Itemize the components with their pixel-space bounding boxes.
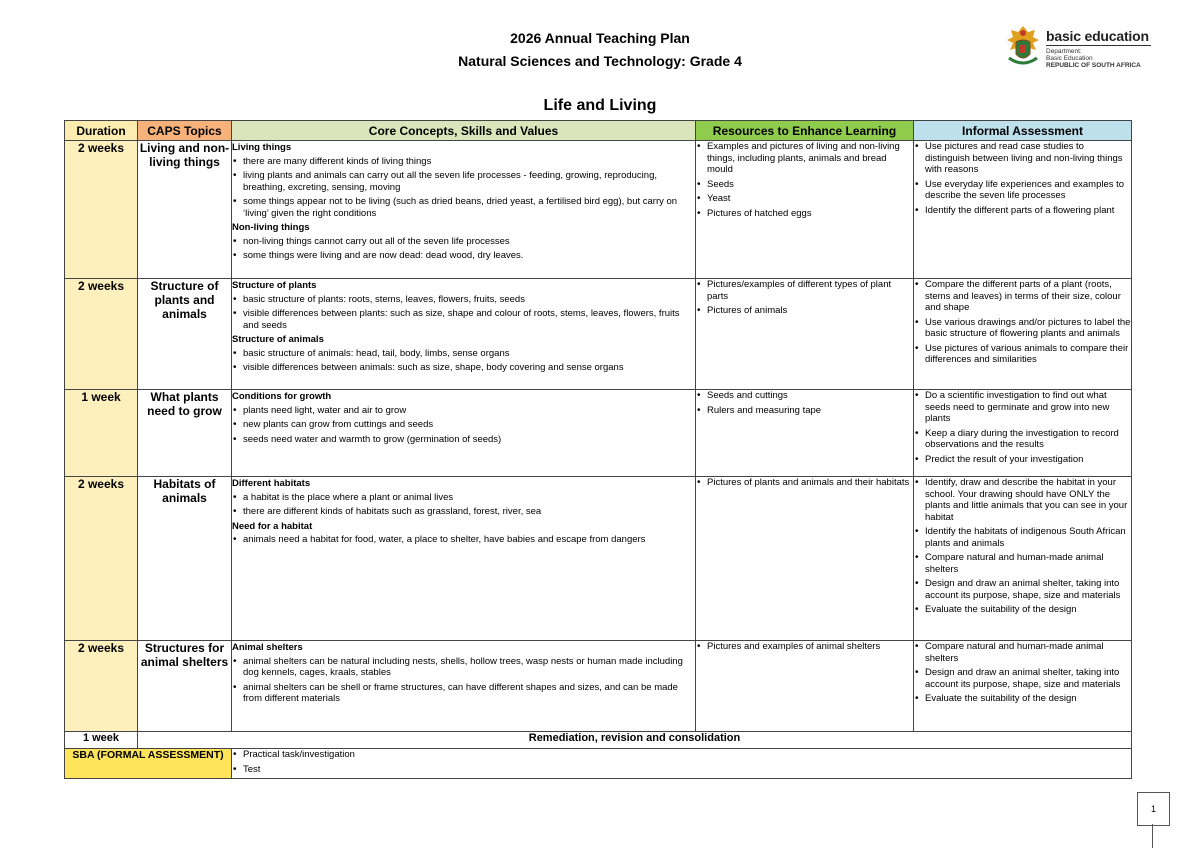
- sba-item: • Test: [232, 764, 1131, 776]
- concept-list: [232, 236, 695, 262]
- assessment-item: • Predict the result of your investigation: [914, 454, 1131, 466]
- concept-list: [232, 534, 695, 546]
- concept-item: • animals need a habitat for food, water, a place to shelter, have babies and escape from dangers: [232, 534, 695, 546]
- concept-item: • plants need light, water and air to grow: [232, 405, 695, 417]
- assessment-item: • Use pictures of various animals to compare their differences and similarities: [914, 343, 1131, 366]
- row-resources: [696, 390, 914, 477]
- assessment-list: [914, 390, 1131, 465]
- assessment-item: • Identify, draw and describe the habitat in your school. Your drawing should have ONLY the plants and little animals that you can see in your habitat: [914, 477, 1131, 523]
- resource-item: • Examples and pictures of living and non-living things, including plants, animals and bread mould: [696, 141, 913, 176]
- assessment-item: • Design and draw an animal shelter, taking into account its purpose, shape, size and materials: [914, 667, 1131, 690]
- assessment-item: • Keep a diary during the investigation to record observations and the results: [914, 428, 1131, 451]
- assessment-item: • Evaluate the suitability of the design: [914, 693, 1131, 705]
- header-core-concepts: Core Concepts, Skills and Values: [232, 121, 696, 141]
- assessment-item: • Compare natural and human-made animal shelters: [914, 641, 1131, 664]
- concept-list: [232, 294, 695, 332]
- concept-heading: Structure of plants: [232, 280, 317, 291]
- concept-item: • visible differences between animals: such as size, shape, body covering and sense organs: [232, 362, 695, 374]
- header-resources: Resources to Enhance Learning: [696, 121, 914, 141]
- remediation-row: [65, 732, 1132, 749]
- concept-list: [232, 492, 695, 518]
- assessment-item: • Compare the different parts of a plant (roots, stems and leaves) in terms of their size, colour and shape: [914, 279, 1131, 314]
- row-informal-assessment: [914, 477, 1132, 641]
- assessment-item: • Identify the different parts of a flowering plant: [914, 205, 1131, 217]
- resource-list: [696, 390, 913, 416]
- assessment-item: • Use pictures and read case studies to distinguish between living and non-living things with reasons: [914, 141, 1131, 176]
- concept-item: • there are different kinds of habitats such as grassland, forest, river, sea: [232, 506, 695, 518]
- document-subtitle: Natural Sciences and Technology: Grade 4: [458, 53, 742, 69]
- row-duration: 2 weeks: [65, 279, 138, 390]
- remediation-text: Remediation, revision and consolidation: [138, 732, 1132, 749]
- header-caps-topics: CAPS Topics: [138, 121, 232, 141]
- table-row: [65, 390, 1132, 477]
- assessment-list: [914, 141, 1131, 216]
- logo-country: REPUBLIC OF SOUTH AFRICA: [1046, 62, 1141, 69]
- resource-list: [696, 641, 913, 653]
- resource-item: • Yeast: [696, 193, 913, 205]
- concept-item: • animal shelters can be natural including nests, shells, hollow trees, wasp nests or human made including dog kennels, cages, kraals, stables: [232, 656, 695, 679]
- row-resources: [696, 141, 914, 279]
- header-duration: Duration: [65, 121, 138, 141]
- concept-heading: Structure of animals: [232, 334, 324, 345]
- row-caps-topic: Living and non-living things: [138, 141, 232, 279]
- assessment-item: • Identify the habitats of indigenous South African plants and animals: [914, 526, 1131, 549]
- row-caps-topic: Structure of plants and animals: [138, 279, 232, 390]
- sba-row: [65, 749, 1132, 779]
- concept-item: • non-living things cannot carry out all of the seven life processes: [232, 236, 695, 248]
- sba-item: • Practical task/investigation: [232, 749, 1131, 761]
- row-core-concepts: [232, 390, 696, 477]
- concept-item: • new plants can grow from cuttings and seeds: [232, 419, 695, 431]
- concept-item: • visible differences between plants: such as size, shape and colour of roots, stems, leaves, flowers, fruits and seeds: [232, 308, 695, 331]
- page-number: 1: [1137, 792, 1170, 826]
- row-core-concepts: [232, 279, 696, 390]
- table-row: [65, 141, 1132, 279]
- logo-department: Department:: [1046, 48, 1082, 55]
- concept-item: • living plants and animals can carry out all the seven life processes - feeding, growing, reproducing, breathing, excreting, sensing, moving: [232, 170, 695, 193]
- assessment-list: [914, 279, 1131, 366]
- sba-list: [232, 749, 1131, 775]
- resource-list: [696, 279, 913, 317]
- row-resources: [696, 641, 914, 732]
- row-core-concepts: [232, 641, 696, 732]
- page-number-divider: [1152, 824, 1153, 848]
- assessment-item: • Design and draw an animal shelter, taking into account its purpose, shape, size and materials: [914, 578, 1131, 601]
- assessment-item: • Evaluate the suitability of the design: [914, 604, 1131, 616]
- assessment-item: • Use everyday life experiences and examples to describe the seven life processes: [914, 179, 1131, 202]
- row-informal-assessment: [914, 279, 1132, 390]
- assessment-item: • Compare natural and human-made animal shelters: [914, 552, 1131, 575]
- resource-item: • Pictures of plants and animals and their habitats: [696, 477, 913, 489]
- assessment-item: • Use various drawings and/or pictures to label the basic structure of flowering plants and animals: [914, 317, 1131, 340]
- concept-item: • basic structure of plants: roots, stems, leaves, flowers, fruits, seeds: [232, 294, 695, 306]
- assessment-list: [914, 641, 1131, 705]
- coat-of-arms-icon: [1003, 24, 1043, 70]
- remediation-duration: 1 week: [65, 732, 138, 749]
- row-duration: 2 weeks: [65, 141, 138, 279]
- concept-list: [232, 348, 695, 374]
- row-resources: [696, 477, 914, 641]
- section-title: Life and Living: [543, 97, 657, 114]
- concept-heading: Conditions for growth: [232, 391, 332, 402]
- row-caps-topic: Structures for animal shelters: [138, 641, 232, 732]
- assessment-item: • Do a scientific investigation to find out what seeds need to germinate and grow into new plants: [914, 390, 1131, 425]
- resource-list: [696, 141, 913, 219]
- resource-item: • Seeds: [696, 179, 913, 191]
- row-duration: 2 weeks: [65, 641, 138, 732]
- table-row: [65, 279, 1132, 390]
- concept-item: • there are many different kinds of living things: [232, 156, 695, 168]
- concept-heading: Different habitats: [232, 478, 311, 489]
- concept-item: • a habitat is the place where a plant or animal lives: [232, 492, 695, 504]
- table-header-row: [65, 121, 1132, 141]
- row-duration: 2 weeks: [65, 477, 138, 641]
- row-caps-topic: What plants need to grow: [138, 390, 232, 477]
- resource-item: • Pictures of hatched eggs: [696, 208, 913, 220]
- row-resources: [696, 279, 914, 390]
- concept-heading: Living things: [232, 142, 292, 153]
- row-core-concepts: [232, 141, 696, 279]
- row-caps-topic: Habitats of animals: [138, 477, 232, 641]
- row-duration: 1 week: [65, 390, 138, 477]
- table-body: [65, 141, 1132, 732]
- table-row: [65, 477, 1132, 641]
- document-title: 2026 Annual Teaching Plan: [510, 30, 690, 46]
- concept-list: [232, 656, 695, 705]
- concept-item: • some things were living and are now dead: dead wood, dry leaves.: [232, 250, 695, 262]
- table-row: [65, 641, 1132, 732]
- concept-heading: Need for a habitat: [232, 520, 313, 532]
- row-informal-assessment: [914, 641, 1132, 732]
- header-informal-assessment: Informal Assessment: [914, 121, 1132, 141]
- resource-list: [696, 477, 913, 489]
- assessment-list: [914, 477, 1131, 616]
- resource-item: • Pictures of animals: [696, 305, 913, 317]
- resource-item: • Pictures/examples of different types of plant parts: [696, 279, 913, 302]
- concept-list: [232, 405, 695, 446]
- sba-label: SBA (FORMAL ASSESSMENT): [65, 749, 232, 779]
- concept-item: • animal shelters can be shell or frame structures, can have different shapes and sizes, and can be made from different materials: [232, 682, 695, 705]
- row-informal-assessment: [914, 141, 1132, 279]
- logo-divider: [1046, 45, 1151, 46]
- concept-item: • seeds need water and warmth to grow (germination of seeds): [232, 434, 695, 446]
- concept-heading: Non-living things: [232, 222, 310, 233]
- concept-item: • basic structure of animals: head, tail, body, limbs, sense organs: [232, 348, 695, 360]
- logo-name: basic education: [1046, 28, 1149, 44]
- sba-items: [232, 749, 1132, 779]
- concept-heading: Animal shelters: [232, 642, 303, 653]
- resource-item: • Seeds and cuttings: [696, 390, 913, 402]
- concept-item: • some things appear not to be living (such as dried beans, dried yeast, a fertilised bird egg), but carry on ‘living’ given the right conditions: [232, 196, 695, 219]
- resource-item: • Rulers and measuring tape: [696, 405, 913, 417]
- concept-list: [232, 156, 695, 220]
- teaching-plan-table: [64, 120, 1132, 779]
- logo-department-name: Basic Education: [1046, 55, 1093, 62]
- resource-item: • Pictures and examples of animal shelters: [696, 641, 913, 653]
- department-logo: [1003, 24, 1153, 70]
- row-informal-assessment: [914, 390, 1132, 477]
- row-core-concepts: [232, 477, 696, 641]
